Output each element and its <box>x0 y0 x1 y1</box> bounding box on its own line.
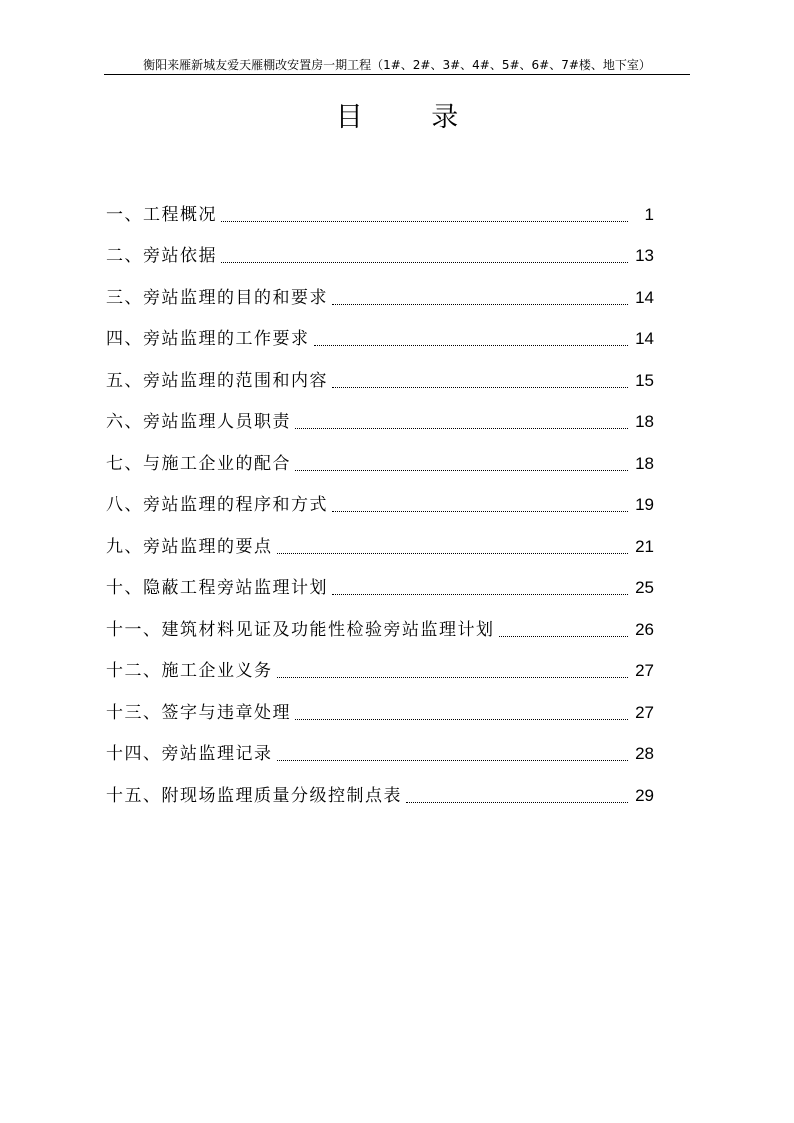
toc-dot-leader <box>277 760 629 761</box>
toc-entry-page: 21 <box>635 536 654 556</box>
toc-dot-leader <box>277 677 629 678</box>
toc-entry-page: 19 <box>635 495 654 514</box>
toc-entry-label: 五、旁站监理的范围和内容 <box>106 370 328 391</box>
toc-entry-page: 27 <box>635 661 654 680</box>
toc-entry-label: 九、旁站监理的要点 <box>106 536 273 557</box>
toc-entry[interactable] <box>106 394 654 436</box>
toc-entry[interactable] <box>106 186 654 228</box>
toc-entry-label: 八、旁站监理的程序和方式 <box>106 495 328 515</box>
toc-entry[interactable] <box>106 560 654 602</box>
toc-entry-page: 15 <box>635 370 654 390</box>
toc-entry-label: 十一、建筑材料见证及功能性检验旁站监理计划 <box>106 619 495 640</box>
toc-entry[interactable] <box>106 518 654 560</box>
toc-entry[interactable] <box>106 311 654 353</box>
toc-entry-page: 14 <box>635 287 654 307</box>
toc-entry-page: 1 <box>644 204 654 224</box>
toc-entry-page: 26 <box>635 619 654 639</box>
toc-entry-page: 13 <box>635 246 654 265</box>
toc-entry[interactable] <box>106 684 654 726</box>
toc-entry[interactable] <box>106 352 654 394</box>
toc-dot-leader <box>221 221 628 222</box>
toc-dot-leader <box>332 511 628 512</box>
toc-entry-label: 四、旁站监理的工作要求 <box>106 329 310 349</box>
toc-entry-label: 二、旁站依据 <box>106 246 217 266</box>
toc-title: 目 录 <box>335 102 489 133</box>
page-header: 衡阳来雁新城友爱天雁棚改安置房一期工程（1#、2#、3#、4#、5#、6#、7#楼、地下室） <box>143 58 651 72</box>
header-rule <box>104 74 690 75</box>
toc-entry-label: 十四、旁站监理记录 <box>106 744 273 764</box>
toc-entry[interactable] <box>106 435 654 477</box>
toc-entry-page: 18 <box>635 453 654 473</box>
toc-entry-page: 18 <box>635 412 654 431</box>
toc-dot-leader <box>295 470 628 471</box>
toc-entry-label: 十二、施工企业义务 <box>106 661 273 681</box>
toc-entry-label: 三、旁站监理的目的和要求 <box>106 287 328 308</box>
toc-dot-leader <box>332 304 628 305</box>
toc-entry-page: 29 <box>635 785 654 805</box>
toc-entry-page: 28 <box>635 744 654 763</box>
toc-dot-leader <box>295 719 628 720</box>
table-of-contents <box>106 186 654 809</box>
toc-dot-leader <box>314 345 629 346</box>
toc-entry[interactable] <box>106 269 654 311</box>
toc-entry-page: 25 <box>635 578 654 597</box>
toc-dot-leader <box>277 553 629 554</box>
toc-entry[interactable] <box>106 767 654 809</box>
toc-entry[interactable] <box>106 601 654 643</box>
toc-entry-label: 七、与施工企业的配合 <box>106 453 291 474</box>
toc-entry-label: 十、隐蔽工程旁站监理计划 <box>106 578 328 598</box>
toc-dot-leader <box>221 262 628 263</box>
toc-dot-leader <box>332 387 628 388</box>
toc-entry-page: 27 <box>635 702 654 722</box>
toc-dot-leader <box>406 802 628 803</box>
toc-entry-label: 一、工程概况 <box>106 204 217 225</box>
toc-entry-label: 十三、签字与违章处理 <box>106 702 291 723</box>
toc-entry-page: 14 <box>635 329 654 348</box>
toc-entry[interactable] <box>106 477 654 519</box>
toc-entry-label: 六、旁站监理人员职责 <box>106 412 291 432</box>
toc-entry[interactable] <box>106 228 654 270</box>
toc-entry[interactable] <box>106 643 654 685</box>
toc-dot-leader <box>499 636 629 637</box>
toc-entry-label: 十五、附现场监理质量分级控制点表 <box>106 785 402 806</box>
toc-entry[interactable] <box>106 726 654 768</box>
toc-dot-leader <box>295 428 628 429</box>
toc-dot-leader <box>332 594 628 595</box>
